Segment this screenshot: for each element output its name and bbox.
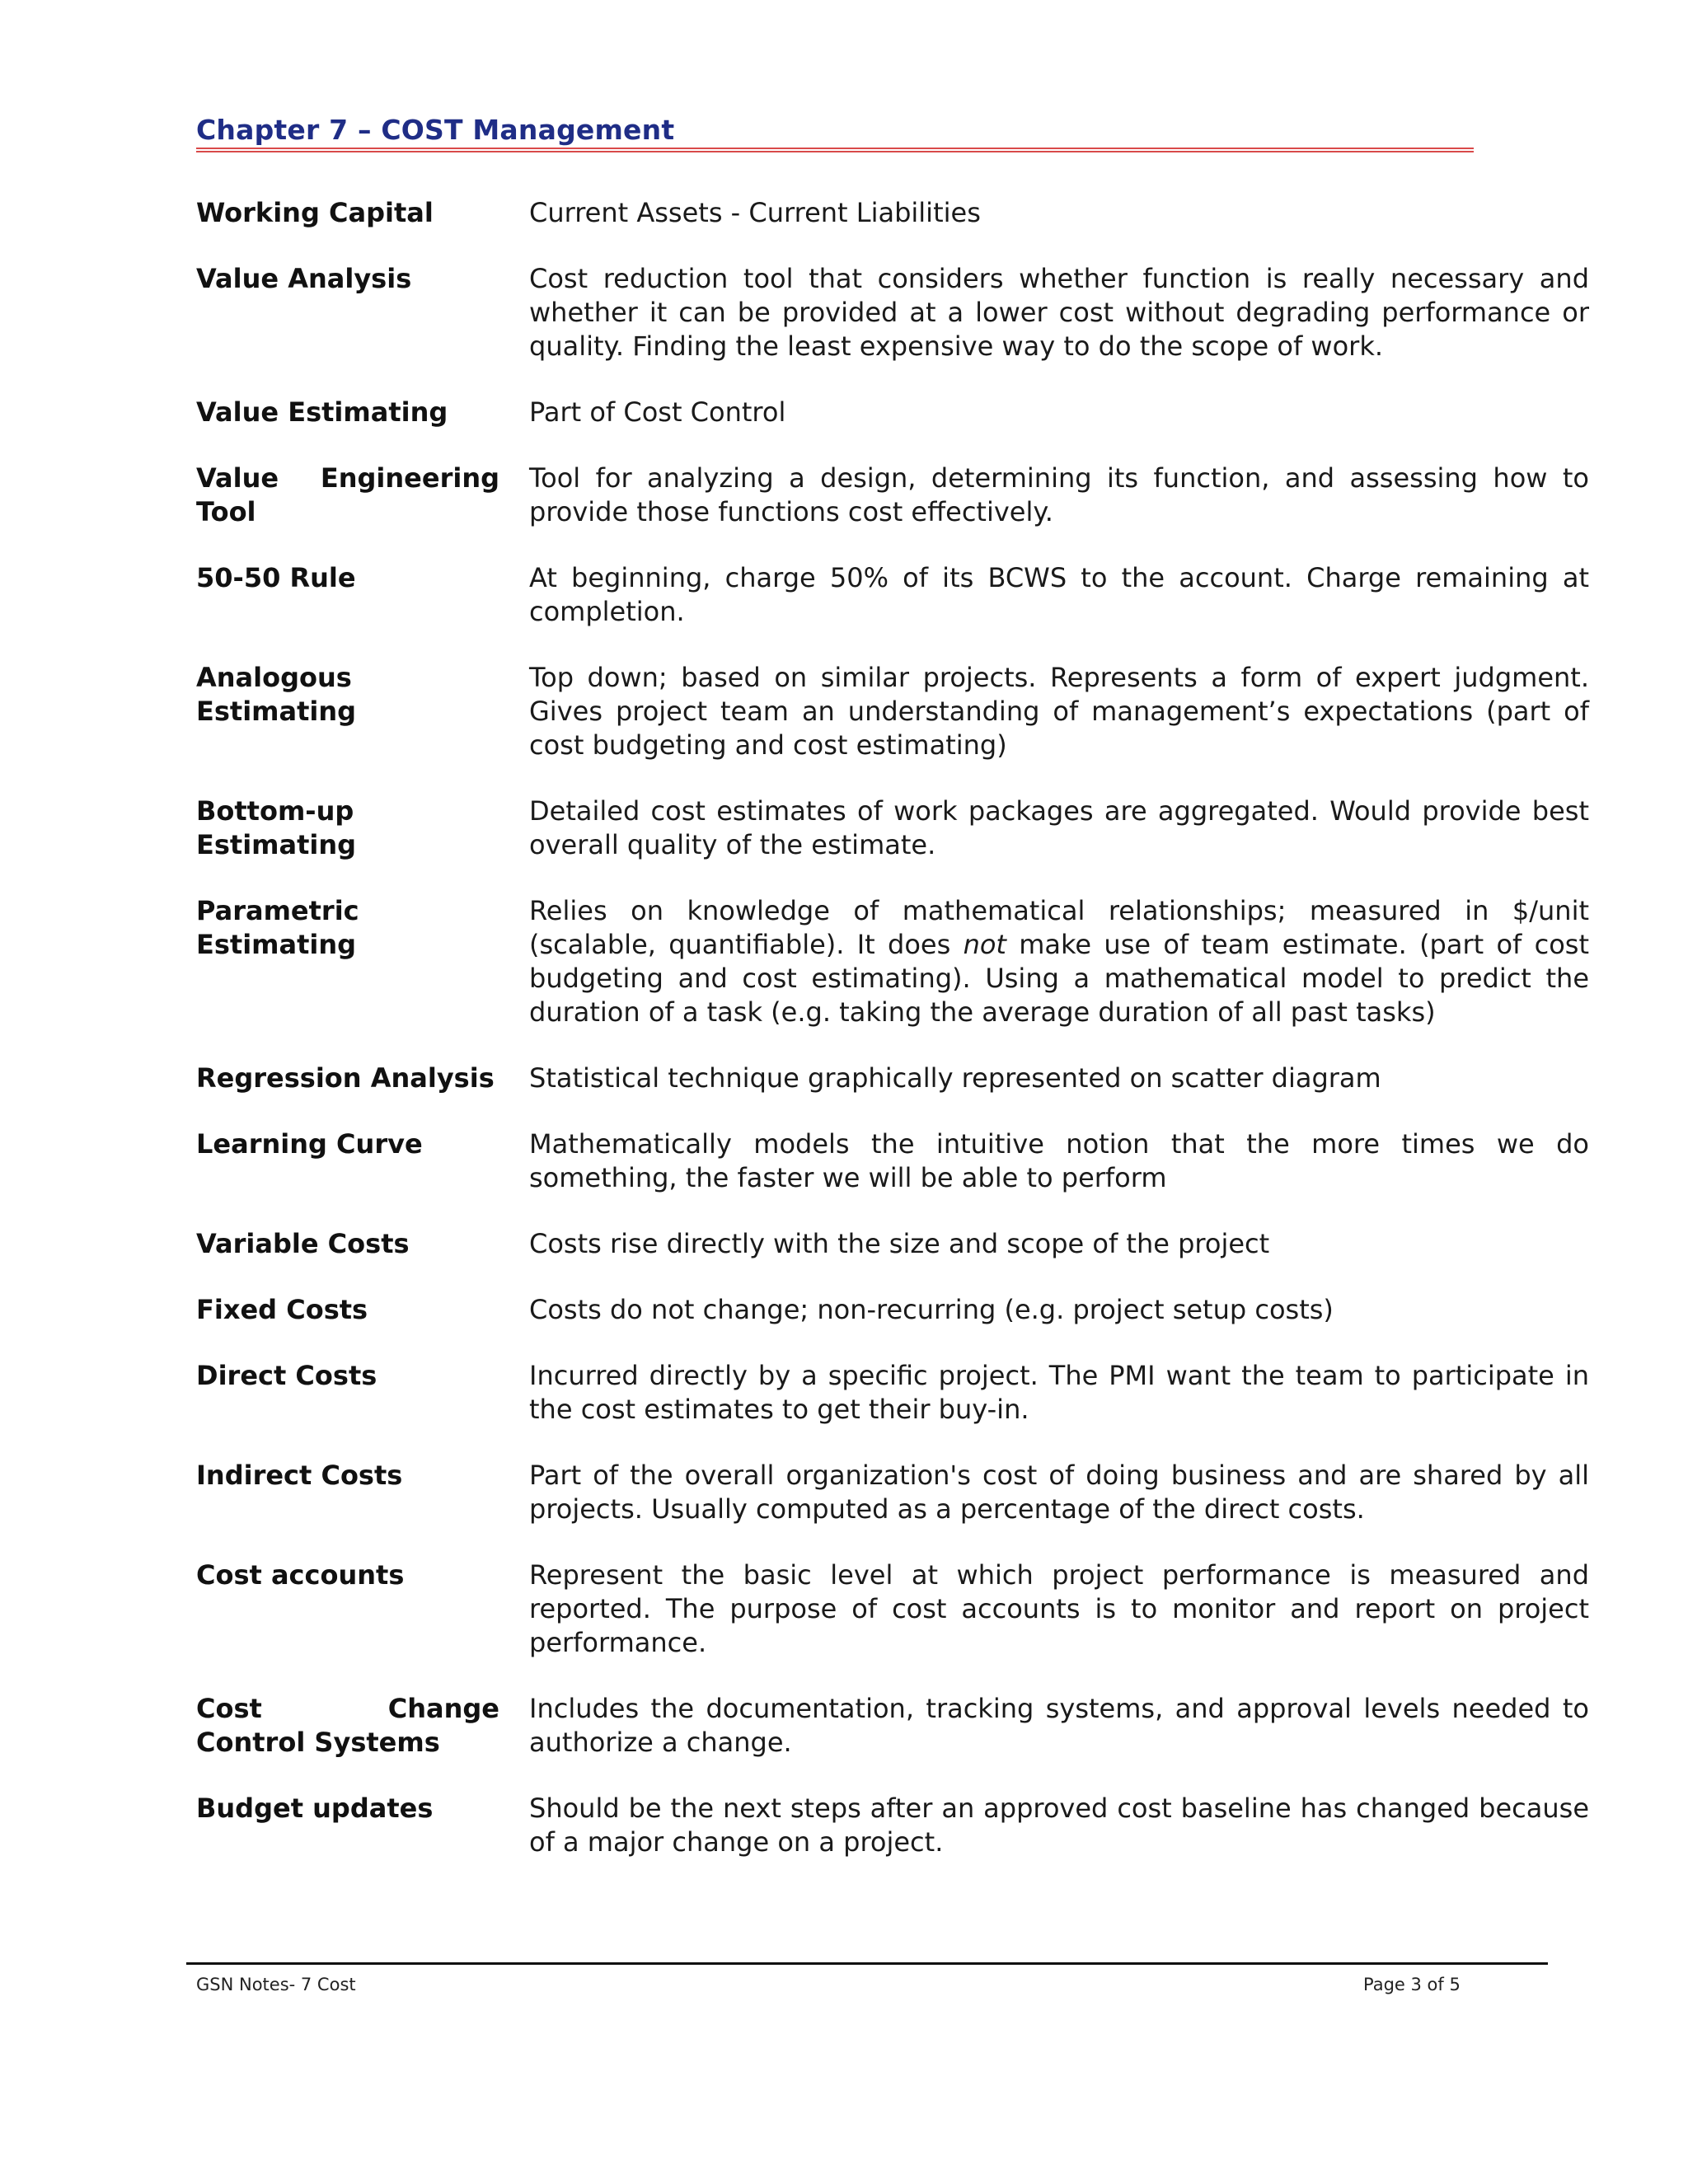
glossary-entry [196,1293,1589,1327]
glossary-term: Indirect Costs [196,1460,403,1491]
glossary-definition: Part of the overall organization's cost of doing business and are shared by all projects. Usually computed as a percentage of the direct costs. [529,1460,1589,1525]
glossary-term: Budget updates [196,1793,434,1824]
glossary-entry [196,1062,1589,1095]
glossary-entry [196,1359,1589,1427]
glossary-definition: Part of Cost Control [529,396,786,428]
glossary-term: Fixed Costs [196,1294,368,1325]
glossary-list [196,196,1589,1891]
glossary-term: Regression Analysis [196,1062,495,1094]
glossary-definition: Statistical technique graphically represented on scatter diagram [529,1062,1381,1094]
glossary-definition: Cost reduction tool that considers whether function is really necessary and whether it can be provided at a lower cost without degrading performance or quality. Finding the least expensive way to do the scope of work. [529,263,1589,362]
glossary-definition: Top down; based on similar projects. Represents a form of expert judgment. Gives project team an understanding of management’s expectations (part of cost budgeting and cost estimating) [529,662,1589,761]
glossary-entry [196,196,1589,230]
glossary-term: Direct Costs [196,1360,377,1391]
footer-divider [186,1962,1548,1965]
glossary-definition: Incurred directly by a specific project. The PMI want the team to participate in the cost estimates to get their buy-in. [529,1360,1589,1425]
definition-text: make use of team estimate. (part of cost budgeting and cost estimating). Using a mathematical model to predict the duration of a task (e.g. taking the average duration of all past tasks) [529,929,1589,1028]
glossary-entry [196,1692,1589,1760]
glossary-entry [196,396,1589,429]
glossary-definition: Mathematically models the intuitive notion that the more times we do something, the faster we will be able to perform [529,1128,1589,1193]
definition-text: Relies on knowledge of mathematical relationships; measured in $/unit (scalable, quantifiable). It does [529,895,1589,960]
glossary-entry [196,1227,1589,1261]
glossary-term: Learning Curve [196,1128,423,1160]
glossary-definition: Detailed cost estimates of work packages are aggregated. Would provide best overall quality of the estimate. [529,795,1589,860]
glossary-definition: Current Assets - Current Liabilities [529,197,981,228]
glossary-term: Cost accounts [196,1559,405,1591]
glossary-term: Value Analysis [196,263,412,294]
definition-emphasis: not [963,929,1006,960]
chapter-title: Chapter 7 – COST Management [196,114,675,146]
glossary-term: Parametric Estimating [196,895,359,960]
glossary-term: Value Estimating [196,396,448,428]
glossary-definition: Includes the documentation, tracking systems, and approval levels needed to authorize a change. [529,1693,1589,1758]
glossary-entry [196,1127,1589,1195]
glossary-entry [196,561,1589,629]
glossary-entry [196,661,1589,762]
glossary-entry [196,894,1589,1029]
glossary-entry [196,794,1589,862]
glossary-entry [196,1792,1589,1859]
footer-document-label: GSN Notes- 7 Cost [196,1975,356,1994]
glossary-definition: Should be the next steps after an approved cost baseline has changed because of a major change on a project. [529,1793,1589,1858]
footer-page-number: Page 3 of 5 [1363,1975,1461,1994]
glossary-definition [529,894,1589,1029]
glossary-definition: Tool for analyzing a design, determining its function, and assessing how to provide those functions cost effectively. [529,462,1589,527]
glossary-term: Bottom-up Estimating [196,795,357,860]
glossary-entry [196,462,1589,529]
glossary-term: Value Engineering Tool [196,462,499,527]
title-divider [196,148,1474,152]
glossary-term: 50-50 Rule [196,562,356,593]
glossary-term: Variable Costs [196,1228,410,1259]
glossary-entry [196,262,1589,363]
glossary-definition: Costs do not change; non-recurring (e.g. project setup costs) [529,1294,1334,1325]
glossary-entry [196,1558,1589,1660]
glossary-term: Analogous Estimating [196,662,357,727]
glossary-definition: At beginning, charge 50% of its BCWS to the account. Charge remaining at completion. [529,562,1589,627]
glossary-definition: Represent the basic level at which project performance is measured and reported. The purpose of cost accounts is to monitor and report on project performance. [529,1559,1589,1658]
glossary-entry [196,1459,1589,1526]
glossary-definition: Costs rise directly with the size and scope of the project [529,1228,1270,1259]
glossary-term: Working Capital [196,197,434,228]
glossary-term: Cost Change Control Systems [196,1693,499,1758]
